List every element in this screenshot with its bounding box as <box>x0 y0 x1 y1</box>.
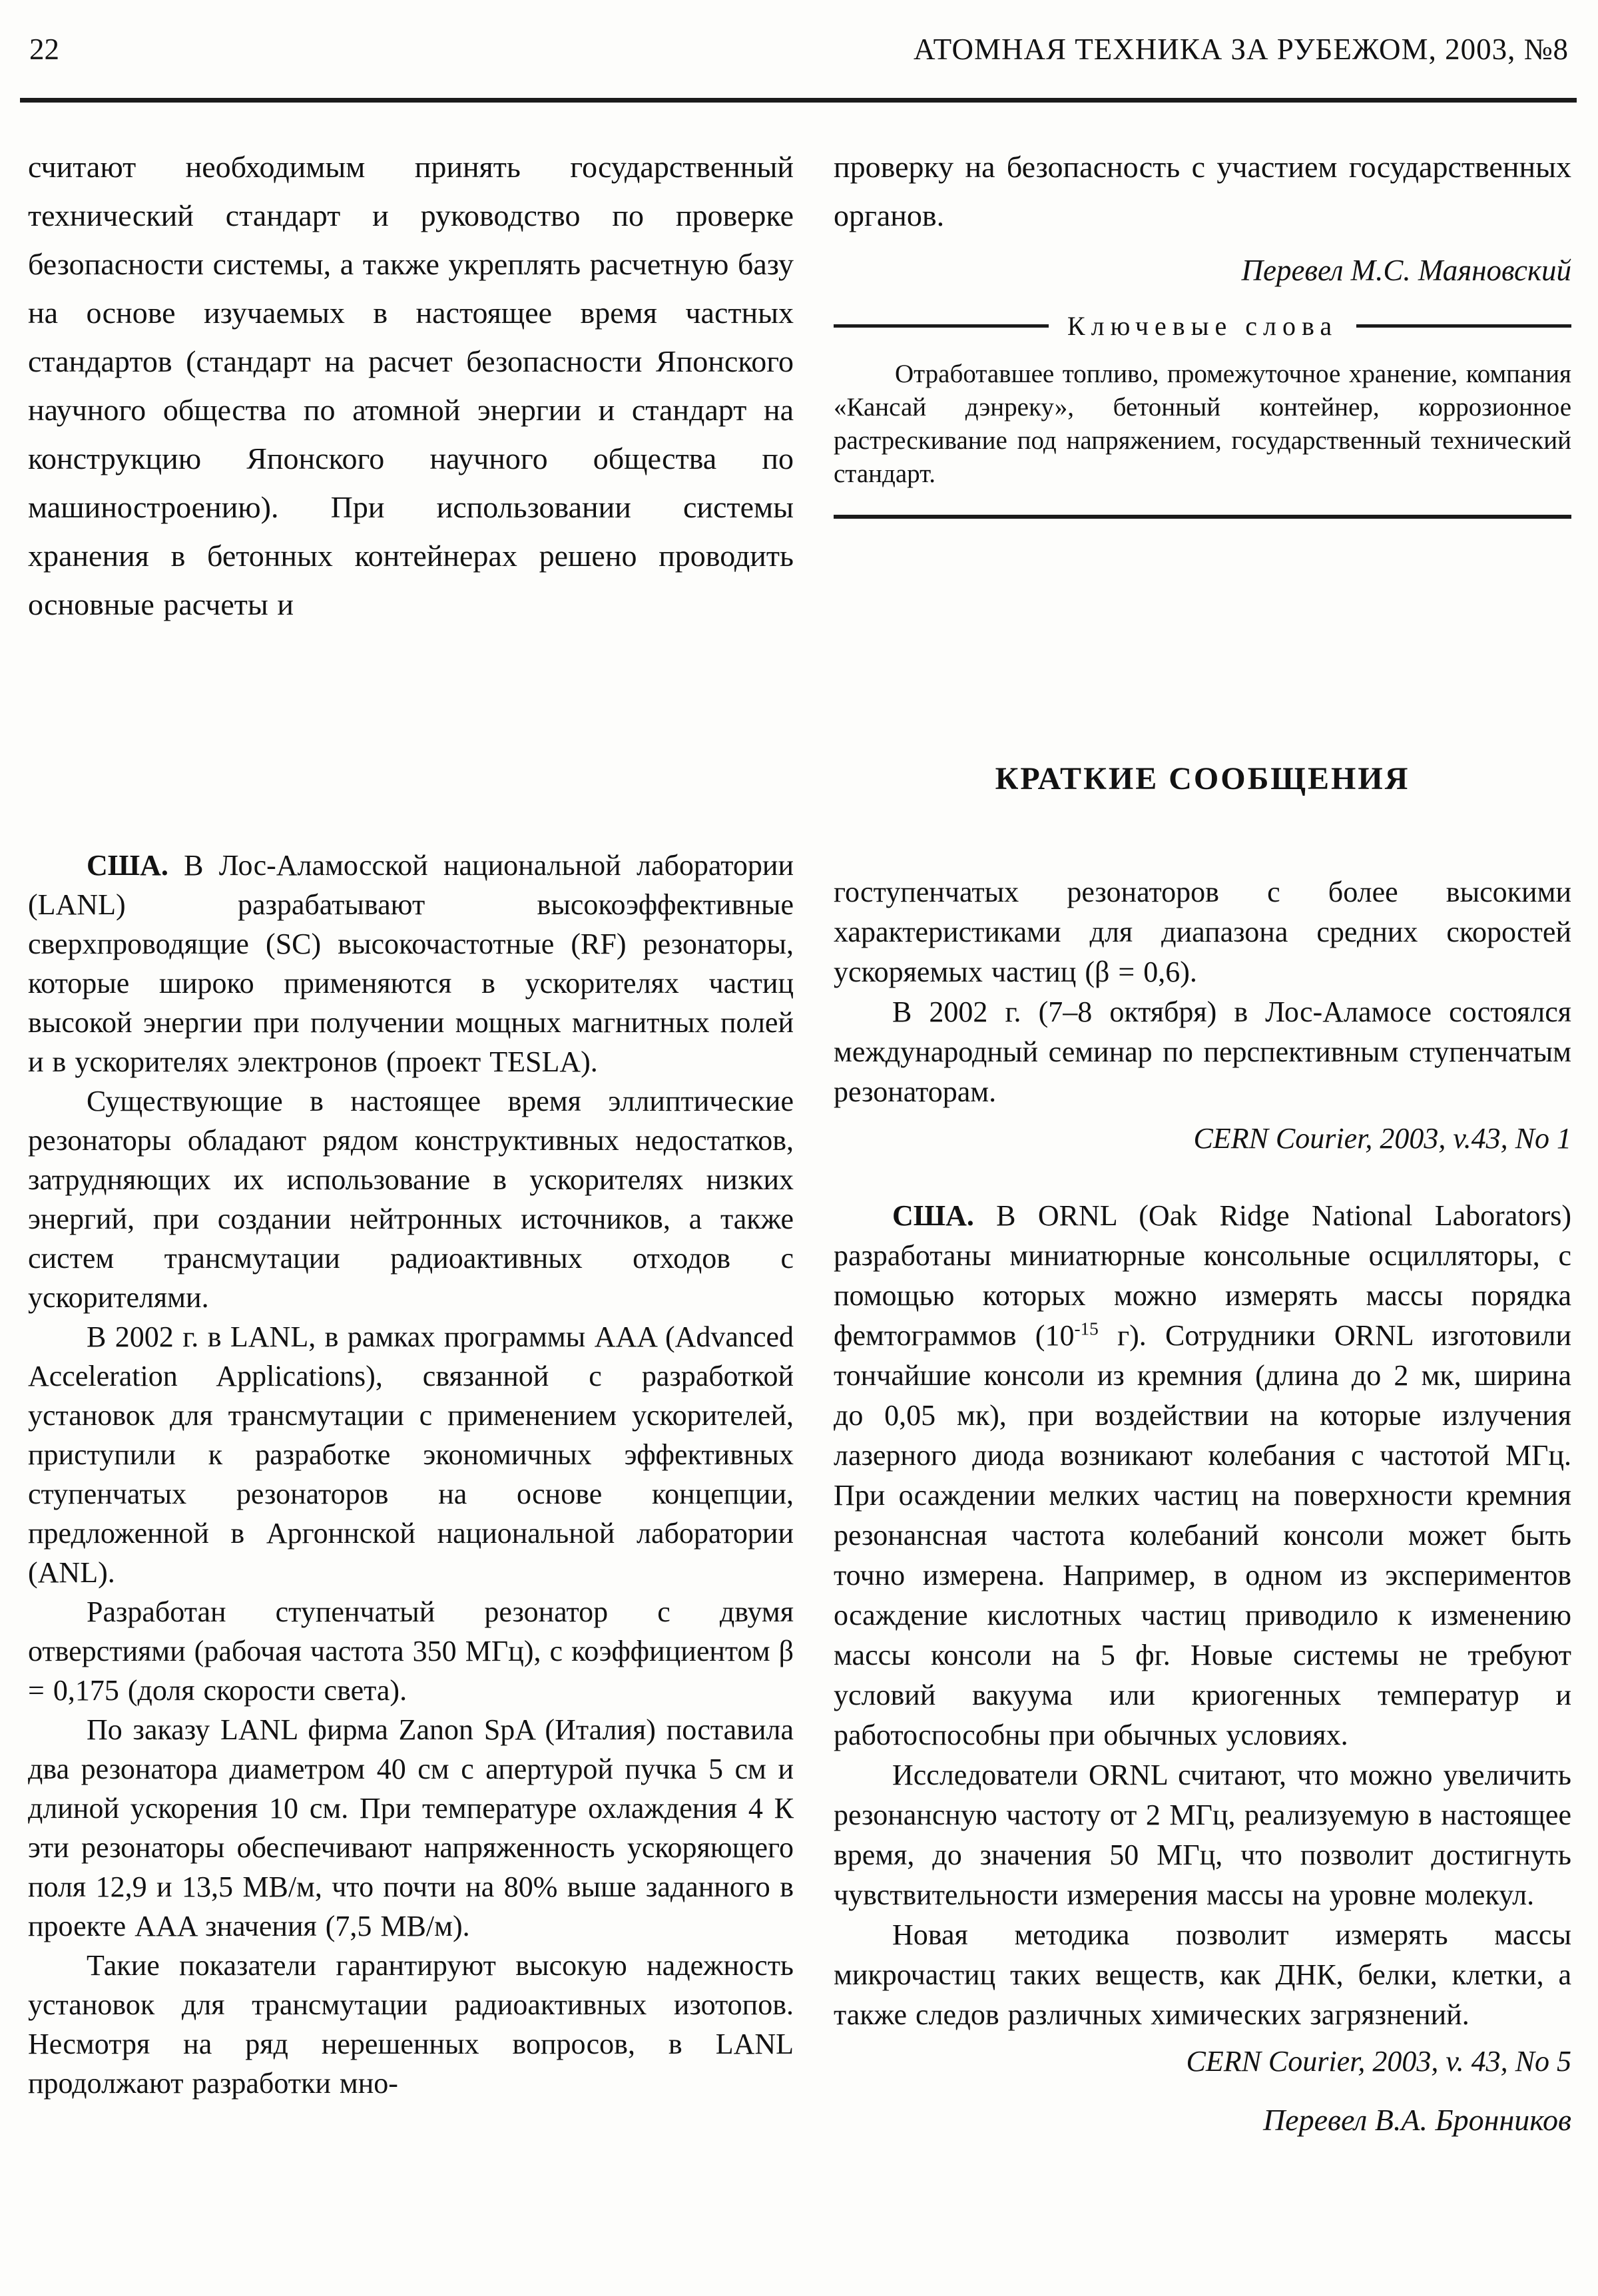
paragraph: В 2002 г. в LANL, в рамках программы AAA (Advanced Acceleration Applications), связанной с разработкой установок для трансмутации с применением ускорителей, приступили к разработке экономичных эффективных ступенчатых резонаторов на основе концепции, предложенной в Аргоннской национальной лаборатории (ANL). <box>28 1320 794 1589</box>
paragraph: Исследователи ORNL считают, что можно увеличить резонансную частоту от 2 МГц, реализуемую в настоящее время, до значения 50 МГц, что позволит достигнуть чувствительности измерения массы на уровне молекул. <box>834 1759 1571 1911</box>
paragraph: Новая методика позволит измерять массы микрочастиц таких веществ, как ДНК, белки, клетки, а также следов различных химических загрязнений. <box>834 1918 1571 2031</box>
article-lanl-left-column <box>28 846 794 2103</box>
paragraph: Такие показатели гарантируют высокую надежность установок для трансмутации радиоактивных изотопов. Несмотря на ряд нерешенных вопросов, в LANL продолжают разработки мно- <box>28 1949 794 2100</box>
paragraph: По заказу LANL фирма Zanon SpA (Италия) поставила два резонатора диаметром 40 см с апертурой пучка 5 см и длиной ускорения 10 см. При температуре охлаждения 4 К эти резонаторы обеспечивают напряженность ускоряющего поля 12,9 и 13,5 МВ/м, что почти на 80% выше заданного в проекте AAA значения (7,5 МВ/м). <box>28 1713 794 1942</box>
keywords-box <box>834 310 1571 519</box>
page-header <box>29 32 1569 67</box>
articles-right-column <box>834 872 1571 2140</box>
header-rule <box>20 98 1577 103</box>
country-lead: США. <box>87 849 168 882</box>
source-reference: CERN Courier, 2003, v. 43, No 5 <box>1186 2045 1571 2078</box>
paragraph-continuation: гоступенчатых резонаторов с более высокими характеристиками для диапазона средних скоростей ускоряемых частиц (β = 0,6). <box>834 876 1571 988</box>
keywords-text: Отработавшее топливо, промежуточное хранение, компания «Кансай дэнреку», бетонный контейнер, коррозионное растрескивание под напряжением, государственный технический стандарт. <box>834 360 1571 488</box>
paragraph-text: г). Сотрудники ORNL изготовили тончайшие консоли из кремния (длина до 2 мк, ширина до 0,05 мк), при воздействии на которые излучения лазерного диода возникают колебания с частотой МГц. При осаждении мелких частиц на поверхности кремния резонансная частота колебаний консоли может быть точно измерена. Например, в одном из экспериментов осаждение кислотных частиц приводило к изменению массы консоли на 5 фг. Новые системы не требуют условий вакуума или криогенных температур и работоспособны при обычных условиях. <box>834 1319 1571 1751</box>
paragraph: Существующие в настоящее время эллиптические резонаторы обладают рядом конструктивных недостатков, затрудняющих их использование в ускорителях низких энергий, при создании нейтронных источников, а также систем трансмутации радиоактивных отходов с ускорителями. <box>28 1085 794 1314</box>
keywords-rule-right <box>1356 324 1571 328</box>
paragraph-text: В ORNL (Oak Ridge National Laborators) разработаны миниатюрные консольные осцилляторы, с помощью которых можно измерять массы порядка фемтограммов (10 <box>834 1199 1571 1352</box>
section-heading: КРАТКИЕ СООБЩЕНИЯ <box>995 761 1410 796</box>
keywords-bottom-rule <box>834 515 1571 519</box>
page-number: 22 <box>29 33 59 66</box>
translator-credit: Перевел М.С. Маяновский <box>1241 254 1571 287</box>
keywords-rule-left <box>834 324 1049 328</box>
paragraph <box>834 1196 1571 1755</box>
prev-article-right-column <box>834 143 1571 295</box>
paragraph: считают необходимым принять государственный технический стандарт и руководство по проверке безопасности системы, а также укреплять расчетную базу на основе изучаемых в настоящее время частных стандартов (стандарт на расчет безопасности Японского научного общества по атомной энергии и стандарт на конструкцию Японского научного общества по машиностроению). При использовании системы хранения в бетонных контейнерах решено проводить основные расчеты и <box>28 150 794 621</box>
keywords-header <box>834 310 1571 342</box>
country-lead: США. <box>892 1199 974 1232</box>
paragraph <box>28 846 794 1081</box>
paragraph: Разработан ступенчатый резонатор с двумя отверстиями (рабочая частота 350 МГц), с коэффициентом β = 0,175 (доля скорости света). <box>28 1595 794 1707</box>
paragraph-text: В Лос-Аламосской национальной лаборатории (LANL) разрабатывают высокоэффективные сверхпроводящие (SC) высокочастотные (RF) резонаторы, которые широко применяются в ускорителях частиц высокой энергии при получении мощных магнитных полей и в ускорителях электронов (проект TESLA). <box>28 849 794 1078</box>
journal-title: АТОМНАЯ ТЕХНИКА ЗА РУБЕЖОМ, 2003, №8 <box>914 33 1569 66</box>
keywords-title: Ключевые слова <box>1067 311 1338 341</box>
prev-article-left-column <box>28 143 794 629</box>
paragraph: В 2002 г. (7–8 октября) в Лос-Аламосе состоялся международный семинар по перспективным ступенчатым резонаторам. <box>834 996 1571 1108</box>
superscript-exponent: -15 <box>1074 1318 1099 1339</box>
source-reference: CERN Courier, 2003, v.43, No 1 <box>1193 1122 1571 1155</box>
paragraph: проверку на безопасность с участием государственных органов. <box>834 150 1571 232</box>
translator-credit: Перевел В.А. Бронников <box>1262 2103 1571 2137</box>
